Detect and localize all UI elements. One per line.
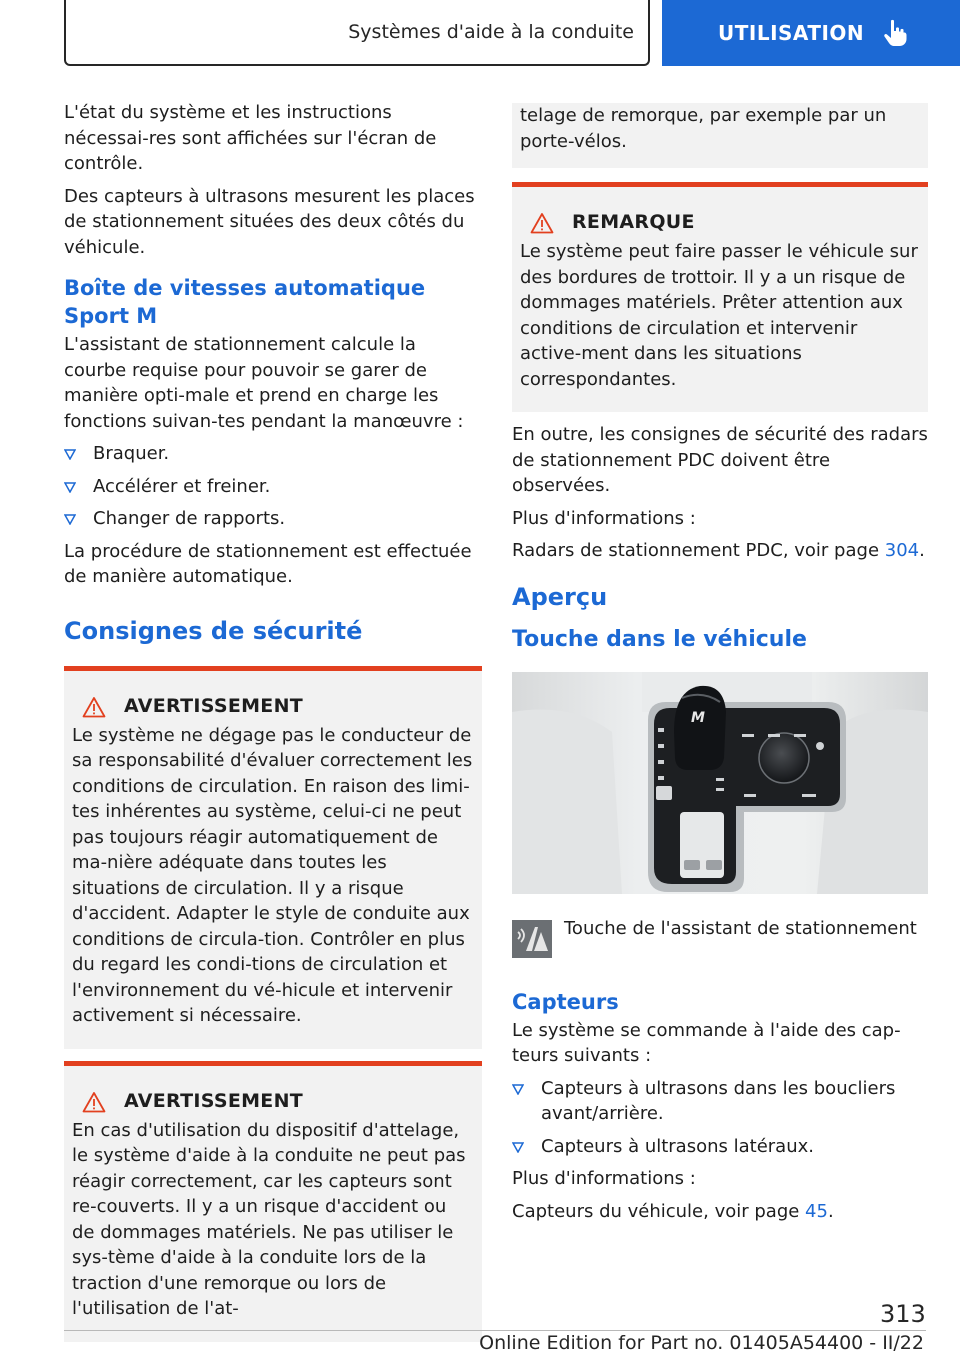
paragraph: Plus d'informations : bbox=[512, 1168, 696, 1189]
page-link-304[interactable]: 304 bbox=[884, 540, 920, 561]
paragraph: En outre, les consignes de sécurité des radars de stationnement PDC doivent être observées. bbox=[512, 424, 928, 496]
list-item: Changer de rapports. bbox=[64, 506, 482, 532]
list-item: Capteurs à ultrasons latéraux. bbox=[512, 1134, 928, 1160]
m-logo: M bbox=[691, 709, 705, 726]
hand-pointer-icon bbox=[882, 19, 908, 47]
paragraph: Des capteurs à ultrasons mesurent les places de stationnement situées des deux côtés du véhicule. bbox=[64, 185, 475, 258]
section-title-box bbox=[64, 0, 650, 66]
section-title: Systèmes d'aide à la conduite bbox=[348, 21, 634, 43]
paragraph: Le système se commande à l'aide des cap-teurs suivants : bbox=[512, 1019, 901, 1066]
right-column bbox=[512, 103, 928, 1231]
parking-assistant-button-icon bbox=[512, 920, 552, 958]
triangle-bullet-icon bbox=[64, 449, 76, 460]
page-number: 313 bbox=[880, 1300, 926, 1328]
warning-triangle-icon bbox=[530, 212, 554, 234]
footer-edition: Online Edition for Part no. 01405A54400 - II/22 bbox=[479, 1332, 924, 1354]
heading-sensors: Capteurs bbox=[512, 989, 619, 1014]
heading-overview: Aperçu bbox=[512, 582, 608, 611]
paragraph: Plus d'informations : bbox=[512, 507, 696, 529]
warning-text: En cas d'utilisation du dispositif d'attelage, le système d'aide à la conduite ne peut pas réagir correctement, car les capteurs sont re-couverts. Il y a un risque d'accident ou de dommages matériels. Ne pas utiliser le sys-tème d'aide à la conduite lors de la traction d'une remorque ou lors de l'utilisation de l'at- bbox=[72, 1119, 466, 1319]
paragraph: L'assistant de stationnement calcule la courbe requise pour pouvoir se garer de manière opti-male et prend en charge les fonctions suivan-tes pendant la manœuvre : bbox=[64, 334, 464, 432]
left-column bbox=[64, 100, 482, 1342]
note-title: REMARQUE bbox=[530, 209, 920, 237]
page-header bbox=[0, 0, 960, 66]
page-link-45[interactable]: 45 bbox=[805, 1200, 828, 1222]
note-box bbox=[512, 182, 928, 412]
center-console-photo bbox=[512, 672, 928, 894]
triangle-bullet-icon bbox=[512, 1084, 524, 1095]
button-caption: Touche de l'assistant de stationnement bbox=[564, 917, 917, 939]
triangle-bullet-icon bbox=[512, 1142, 524, 1153]
paragraph-with-link: Capteurs du véhicule, voir page 45. bbox=[512, 1200, 834, 1222]
warning-text: Le système ne dégage pas le conducteur de sa responsabilité d'évaluer correctement les conditions de circulation. En raison des limi-tes inhérentes au système, celui-ci ne peut pas toujours réagir automatiquement de ma-nière adéquate dans toutes les situations de circulation. Il y a risque d'accident. Adapter le style de conduite aux conditions de circula-tion. Contrôler en plus du regard les condi-tions de circulation et l'environnement du vé-hicule et intervenir activement si nécessaire. bbox=[72, 724, 473, 1026]
triangle-bullet-icon bbox=[64, 482, 76, 493]
paragraph-with-link: Radars de stationnement PDC, voir page 304. bbox=[512, 540, 925, 561]
heading-button-in-vehicle: Touche dans le véhicule bbox=[512, 626, 807, 652]
warning-text: telage de remorque, par exemple par un porte-vélos. bbox=[520, 105, 887, 152]
list-item: Braquer. bbox=[64, 441, 482, 467]
heading-safety: Consignes de sécurité bbox=[64, 616, 363, 645]
chapter-tab[interactable] bbox=[662, 0, 960, 66]
button-legend-row bbox=[512, 916, 928, 958]
warning-title: AVERTISSEMENT bbox=[82, 693, 474, 721]
warning-box-continued bbox=[512, 103, 928, 168]
warning-box bbox=[64, 666, 482, 1049]
warning-box bbox=[64, 1061, 482, 1342]
paragraph: L'état du système et les instructions nécessai-res sont affichées sur l'écran de contrôle. bbox=[64, 102, 437, 174]
warning-triangle-icon bbox=[82, 1091, 106, 1113]
list-item: Capteurs à ultrasons dans les boucliers avant/arrière. bbox=[512, 1076, 928, 1127]
heading-sport-gearbox: Boîte de vitesses automatique Sport M bbox=[64, 276, 426, 328]
list-item: Accélérer et freiner. bbox=[64, 474, 482, 500]
triangle-bullet-icon bbox=[64, 514, 76, 525]
note-text: Le système peut faire passer le véhicule sur des bordures de trottoir. Il y a un risque de dommages matériels. Prêter attention aux conditions de circulation et intervenir active-ment dans les situations correspondantes. bbox=[520, 241, 918, 390]
chapter-tab-label: UTILISATION bbox=[718, 21, 865, 45]
footer-divider bbox=[64, 1330, 926, 1331]
warning-title: AVERTISSEMENT bbox=[82, 1088, 474, 1116]
warning-triangle-icon bbox=[82, 696, 106, 718]
paragraph: La procédure de stationnement est effectuée de manière automatique. bbox=[64, 540, 472, 587]
